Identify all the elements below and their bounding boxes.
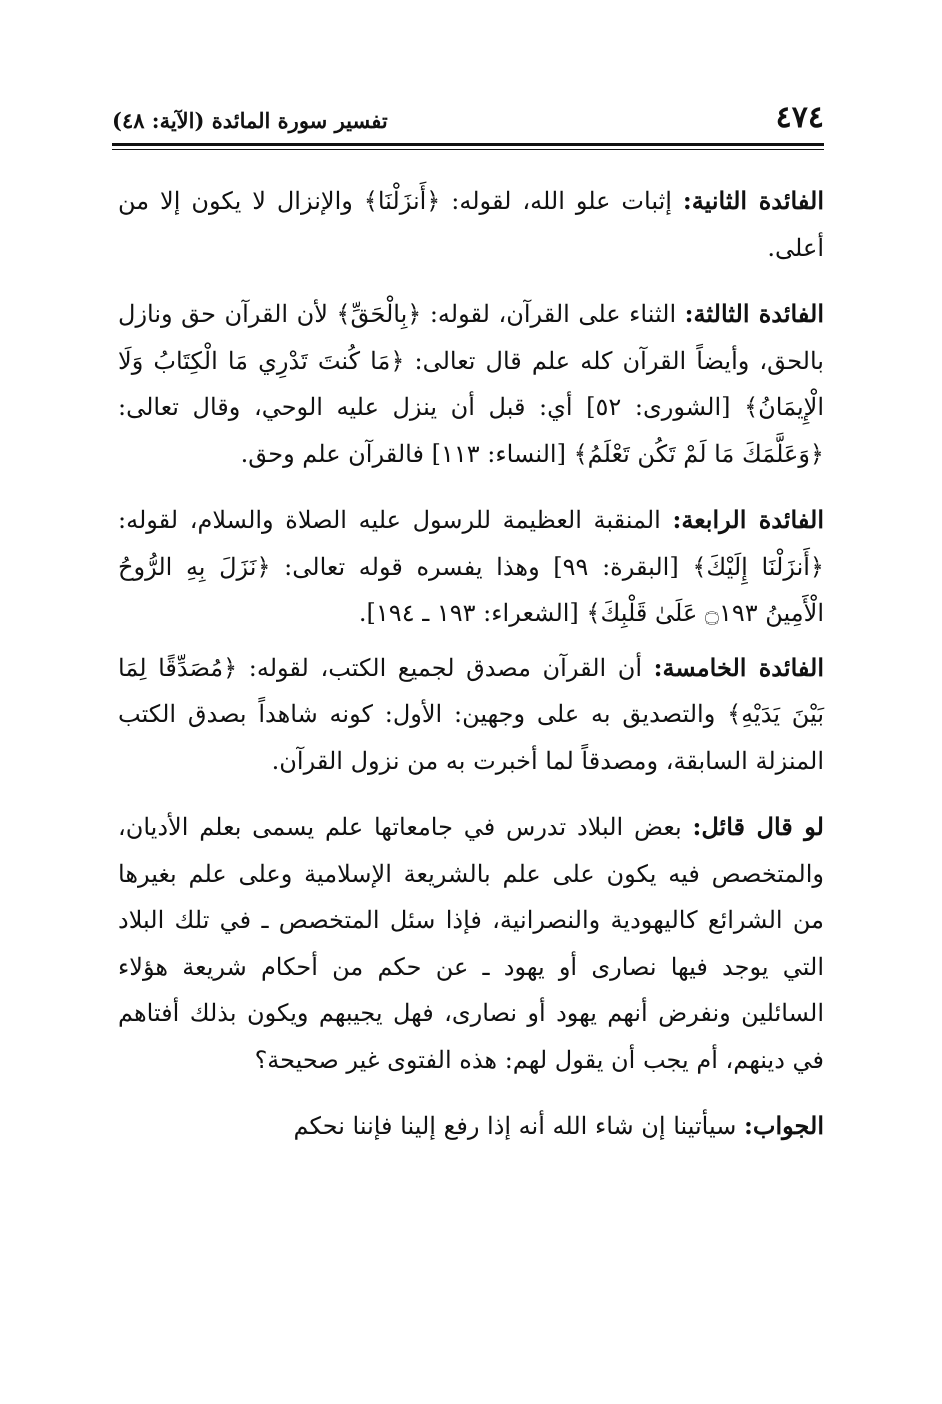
paragraph-lead: الفائدة الثالثة:	[684, 299, 824, 328]
paragraph-benefit-5	[118, 645, 824, 785]
paragraph-text: أن القرآن مصدق لجميع الكتب، لقوله: ﴿مُصَدِّقًا لِمَا بَيْنَ يَدَيْهِ﴾ والتصديق به على وجهين: الأول: كونه شاهداً بصدق الكتب المنزلة السابقة، ومصدقاً لما أخبرت به من نزول القرآن.	[118, 653, 824, 775]
paragraph-text: المنقبة العظيمة للرسول عليه الصلاة والسلام، لقوله: ﴿أَنزَلْنَا إِلَيْكَ﴾ [البقرة: ٩٩] وهذا يفسره قوله تعالى: ﴿نَزَلَ بِهِ الرُّوحُ الْأَمِينُ ۝١٩٣ عَلَىٰ قَلْبِكَ﴾ [الشعراء: ١٩٣ ـ ١٩٤].	[118, 506, 824, 627]
header-rule-thick	[112, 143, 824, 146]
paragraph-lead: الفائدة الخامسة:	[653, 652, 825, 682]
paragraph-lead: الفائدة الثانية:	[682, 186, 824, 215]
paragraph-lead: لو قال قائل:	[692, 812, 824, 841]
page-header	[112, 100, 824, 144]
paragraph-question	[118, 804, 824, 1083]
paragraph-benefit-2	[118, 178, 824, 271]
paragraph-answer	[118, 1103, 824, 1150]
page-body	[118, 178, 824, 1170]
paragraph-benefit-4	[118, 497, 824, 637]
paragraph-benefit-3	[118, 291, 824, 477]
paragraph-text: بعض البلاد تدرس في جامعاتها علم يسمى بعلم الأديان، والمتخصص فيه يكون على علم بالشريعة الإسلامية وعلى علم بغيرها من الشرائع كاليهودية والنصرانية، فإذا سئل المتخصص ـ في تلك البلاد التي يوجد فيها نصارى أو يهود ـ عن حكم من أحكام شريعة هؤلاء السائلين ونفرض أنهم يهود أو نصارى، فهل يجيبهم ويكون بذلك أفتاهم في دينهم، أم يجب أن يقول لهم: هذه الفتوى غير صحيحة؟	[118, 813, 824, 1074]
paragraph-text: الثناء على القرآن، لقوله: ﴿بِالْحَقِّ﴾ لأن القرآن حق ونازل بالحق، وأيضاً القرآن كله علم قال تعالى: ﴿مَا كُنتَ تَدْرِي مَا الْكِتَابُ وَلَا الْإِيمَانُ﴾ [الشورى: ٥٢] أي: قبل أن ينزل عليه الوحي، وقال تعالى: ﴿وَعَلَّمَكَ مَا لَمْ تَكُن تَعْلَمُ﴾ [النساء: ١١٣] فالقرآن علم وحق.	[118, 300, 825, 468]
paragraph-lead: الفائدة الرابعة:	[672, 505, 824, 534]
paragraph-text: إثبات علو الله، لقوله: ﴿أَنزَلْنَا﴾ والإنزال لا يكون إلا من أعلى.	[118, 187, 824, 262]
running-title: تفسير سورة المائدة (الآية: ٤٨)	[112, 108, 388, 133]
header-rule-thin	[112, 149, 824, 150]
page-number: ٤٧٤	[775, 100, 824, 135]
paragraph-text: سيأتينا إن شاء الله أنه إذا رفع إلينا فإننا نحكم	[293, 1112, 737, 1140]
paragraph-lead: الجواب:	[744, 1111, 824, 1140]
